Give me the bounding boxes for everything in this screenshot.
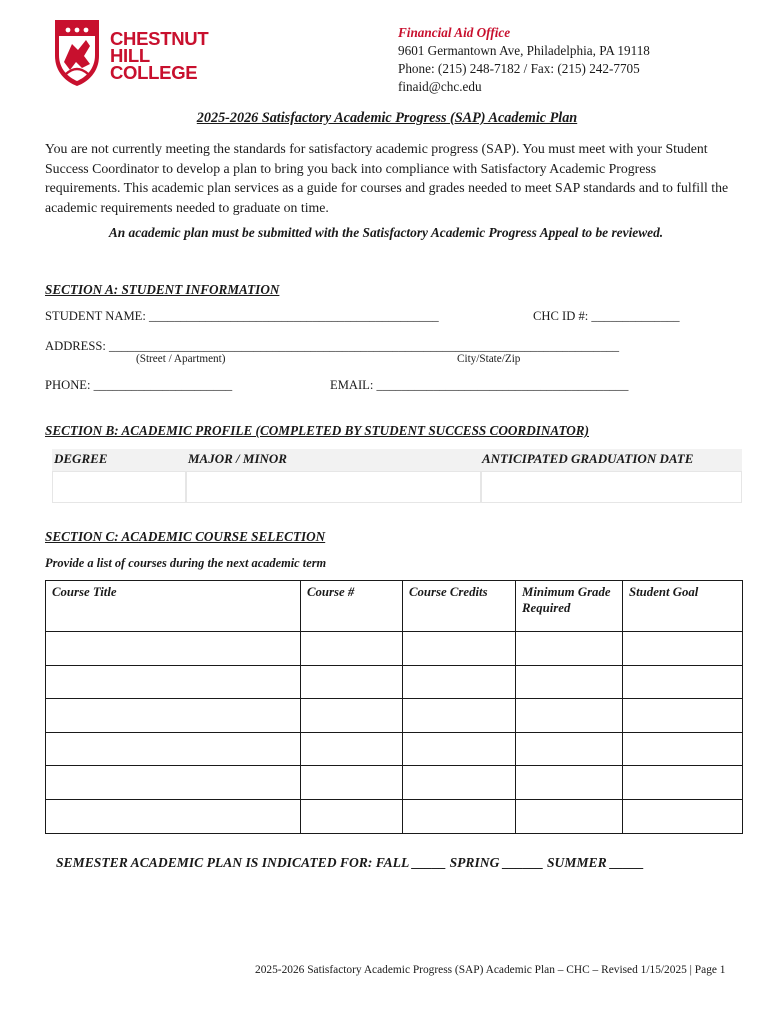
course-number-header: Course #: [301, 581, 403, 632]
course-title-cell[interactable]: [46, 665, 301, 699]
course-number-cell[interactable]: [301, 632, 403, 666]
submission-notice: An academic plan must be submitted with the Satisfactory Academic Progress Appeal to be reviewed.: [108, 225, 664, 240]
student-goal-cell[interactable]: [623, 632, 743, 666]
course-title-cell[interactable]: [46, 732, 301, 766]
course-number-cell[interactable]: [301, 732, 403, 766]
student-goal-cell[interactable]: [623, 799, 743, 833]
course-title-cell[interactable]: [46, 632, 301, 666]
office-title: Financial Aid Office: [398, 25, 511, 40]
minimum-grade-header: Minimum Grade Required: [516, 581, 623, 632]
major-minor-header: MAJOR / MINOR: [188, 451, 287, 466]
course-credits-header: Course Credits: [403, 581, 516, 632]
address-field[interactable]: ADDRESS: _________________________________________________________________________________: [45, 339, 620, 353]
section-a-heading: SECTION A: STUDENT INFORMATION: [45, 282, 280, 297]
wordmark-line: COLLEGE: [110, 62, 198, 83]
academic-profile-table: [52, 449, 742, 503]
degree-input[interactable]: [52, 471, 186, 503]
course-row: [46, 732, 743, 766]
course-row: [46, 632, 743, 666]
graduation-date-header: ANTICIPATED GRADUATION DATE: [482, 451, 694, 466]
address-city-hint: City/State/Zip: [457, 353, 521, 365]
course-selection-table: [45, 580, 743, 834]
document-title: 2025-2026 Satisfactory Academic Progress (SAP) Academic Plan: [196, 110, 578, 126]
office-email: finaid@chc.edu: [398, 79, 482, 94]
student-goal-cell[interactable]: [623, 665, 743, 699]
major-minor-input[interactable]: [186, 471, 481, 503]
degree-header: DEGREE: [54, 451, 108, 466]
course-title-cell[interactable]: [46, 766, 301, 800]
student-goal-header: Student Goal: [623, 581, 743, 632]
course-credits-cell[interactable]: [403, 665, 516, 699]
course-row: [46, 665, 743, 699]
course-table-header-row: [46, 581, 743, 632]
course-title-header: Course Title: [46, 581, 301, 632]
minimum-grade-cell[interactable]: [516, 799, 623, 833]
course-number-cell[interactable]: [301, 766, 403, 800]
course-number-cell[interactable]: [301, 799, 403, 833]
minimum-grade-cell[interactable]: [516, 665, 623, 699]
section-c-heading: SECTION C: ACADEMIC COURSE SELECTION: [45, 529, 326, 544]
graduation-date-input[interactable]: [481, 471, 742, 503]
course-credits-cell[interactable]: [403, 732, 516, 766]
course-instruction: Provide a list of courses during the next academic term: [45, 556, 327, 570]
college-shield-crest-icon: [52, 16, 102, 88]
office-address: 9601 Germantown Ave, Philadelphia, PA 19118: [398, 43, 650, 58]
intro-paragraph: You are not currently meeting the standards for satisfactory academic progress (SAP). You must meet with your Student Success Coordinator to develop a plan to bring you back into compliance with Satisfactory Academic Progress requirements. This academic plan services as a guide for courses and grades needed to meet SAP standards and to fulfill the academic requirements needed to graduate on time.: [45, 141, 729, 215]
student-goal-cell[interactable]: [623, 766, 743, 800]
email-field[interactable]: EMAIL: ________________________________________: [330, 378, 629, 392]
course-title-cell[interactable]: [46, 799, 301, 833]
office-phone-fax: Phone: (215) 248-7182 / Fax: (215) 242-7705: [398, 61, 640, 76]
page-footer: 2025-2026 Satisfactory Academic Progress (SAP) Academic Plan – CHC – Revised 1/15/2025 | Page 1: [255, 964, 726, 976]
chc-id-field[interactable]: CHC ID #: ______________: [533, 309, 680, 323]
college-wordmark: [110, 30, 208, 81]
minimum-grade-cell[interactable]: [516, 732, 623, 766]
course-credits-cell[interactable]: [403, 766, 516, 800]
course-title-cell[interactable]: [46, 699, 301, 733]
section-b-heading: SECTION B: ACADEMIC PROFILE (COMPLETED BY STUDENT SUCCESS COORDINATOR): [45, 423, 589, 438]
student-name-field[interactable]: STUDENT NAME: ______________________________________________: [45, 309, 439, 323]
phone-field[interactable]: PHONE: ______________________: [45, 378, 233, 392]
course-number-cell[interactable]: [301, 665, 403, 699]
wordmark-line: CHESTNUT: [110, 28, 209, 49]
wordmark-line: HILL: [110, 45, 150, 66]
minimum-grade-cell[interactable]: [516, 699, 623, 733]
course-credits-cell[interactable]: [403, 799, 516, 833]
course-number-cell[interactable]: [301, 699, 403, 733]
course-row: [46, 799, 743, 833]
office-contact-block: [398, 24, 650, 96]
minimum-grade-cell[interactable]: [516, 766, 623, 800]
address-street-hint: (Street / Apartment): [136, 353, 226, 365]
minimum-grade-cell[interactable]: [516, 632, 623, 666]
course-row: [46, 766, 743, 800]
course-credits-cell[interactable]: [403, 632, 516, 666]
student-goal-cell[interactable]: [623, 699, 743, 733]
course-credits-cell[interactable]: [403, 699, 516, 733]
course-row: [46, 699, 743, 733]
semester-selection-line[interactable]: SEMESTER ACADEMIC PLAN IS INDICATED FOR: FALL _____ SPRING ______ SUMMER _____: [56, 855, 645, 870]
student-goal-cell[interactable]: [623, 732, 743, 766]
